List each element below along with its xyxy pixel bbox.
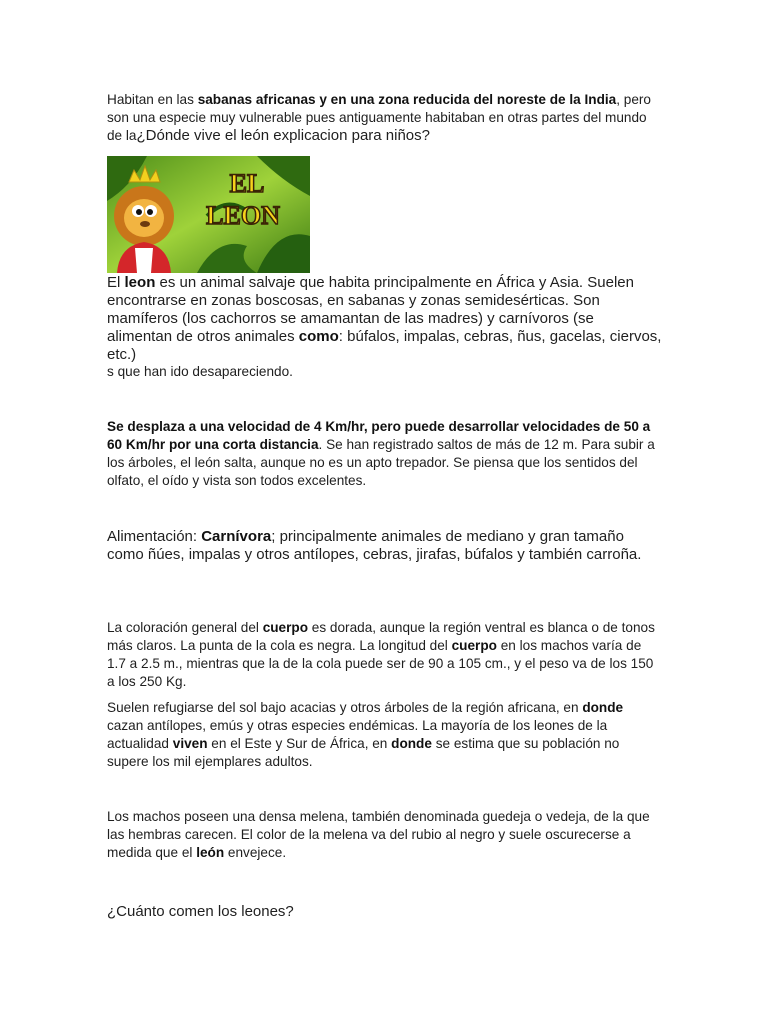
text: es un animal salvaje que habita principalmente en África y Asia. Suelen encontrarse en zonas boscosas, en sabanas y zonas semidesérticas. Son mamíferos (los cachorros se amamantan de las madres) y carnívoros (se alimentan de otros animales bbox=[107, 274, 634, 345]
paragraph-fragment bbox=[107, 363, 663, 381]
text: ; principalmente animales de mediano y gran tamaño como ñúes, impalas y otros antílopes, cebras, jirafas, búfalos y también carroña. bbox=[107, 528, 642, 563]
bold-text: Carnívora bbox=[201, 528, 272, 545]
text: : búfalos, impalas, cebras, ñus, gacelas, ciervos, etc.) bbox=[107, 328, 662, 363]
bold-text: donde bbox=[582, 700, 624, 715]
paragraph-refuge bbox=[107, 699, 663, 771]
bold-text: sabanas africanas y en una zona reducida del noreste de la India bbox=[197, 92, 617, 107]
text: se estima que su población no supere los mil ejemplares adultos. bbox=[107, 736, 620, 769]
text: La coloración general del bbox=[107, 620, 263, 635]
text: es dorada, aunque la región ventral es blanca o de tonos más claros. La punta de la cola es negra. La longitud del bbox=[107, 620, 655, 653]
text: Suelen refugiarse del sol bajo acacias y otros árboles de la región africana, en bbox=[107, 700, 583, 715]
text: . Se han registrado saltos de más de 12 m. Para subir a los árboles, el león salta, aunque no es un apto trepador. Se piensa que los sentidos del olfato, el oído y vista son todos excelentes. bbox=[107, 437, 655, 488]
heading-how-much-eat bbox=[107, 903, 663, 921]
paragraph-intro bbox=[107, 274, 663, 364]
banner-title-line2: LEON bbox=[206, 201, 280, 230]
paragraph-body bbox=[107, 619, 663, 691]
bold-text: cuerpo bbox=[451, 638, 497, 653]
text: Alimentación: bbox=[107, 528, 202, 545]
bold-text: leon bbox=[124, 274, 156, 291]
paragraph-habitat bbox=[107, 91, 663, 145]
text: en los machos varía de 1.7 a 2.5 m., mientras que la de la cola puede ser de 90 a 105 cm., y el peso va de los 150 a los 250 Kg. bbox=[107, 638, 654, 689]
banner-title-line1: EL bbox=[229, 169, 265, 198]
paragraph-speed bbox=[107, 418, 663, 490]
text: , pero son una especie muy vulnerable pues antiguamente habitaban en otras partes del mundo de la bbox=[107, 92, 651, 143]
bold-text: como bbox=[298, 328, 339, 345]
heading-where-lives: ¿Dónde vive el león explicacion para niños? bbox=[136, 127, 430, 144]
bold-text: cuerpo bbox=[262, 620, 309, 635]
text: s que han ido desapareciendo. bbox=[107, 364, 293, 379]
bold-text: león bbox=[196, 845, 225, 860]
text: El bbox=[107, 274, 125, 291]
bold-text: viven bbox=[172, 736, 208, 751]
paragraph-diet bbox=[107, 528, 663, 564]
bold-text: donde bbox=[391, 736, 432, 751]
text: Habitan en las bbox=[107, 92, 198, 107]
text: cazan antílopes, emús y otras especies endémicas. La mayoría de los leones de la actualidad bbox=[107, 718, 608, 751]
paragraph-mane bbox=[107, 808, 663, 862]
text: Los machos poseen una densa melena, también denominada guedeja o vedeja, de la que las hembras carecen. El color de la melena va del rubio al negro y suele oscurecerse a medida que el bbox=[107, 809, 650, 860]
bold-text: Se desplaza a una velocidad de 4 Km/hr, pero puede desarrollar velocidades de 50 a 60 Km/hr por una corta distancia bbox=[107, 419, 651, 452]
text: en el Este y Sur de África, en bbox=[207, 736, 392, 751]
text: ¿Cuánto comen los leones? bbox=[107, 903, 294, 920]
text: envejece. bbox=[224, 845, 287, 860]
el-leon-banner-image bbox=[107, 156, 310, 273]
